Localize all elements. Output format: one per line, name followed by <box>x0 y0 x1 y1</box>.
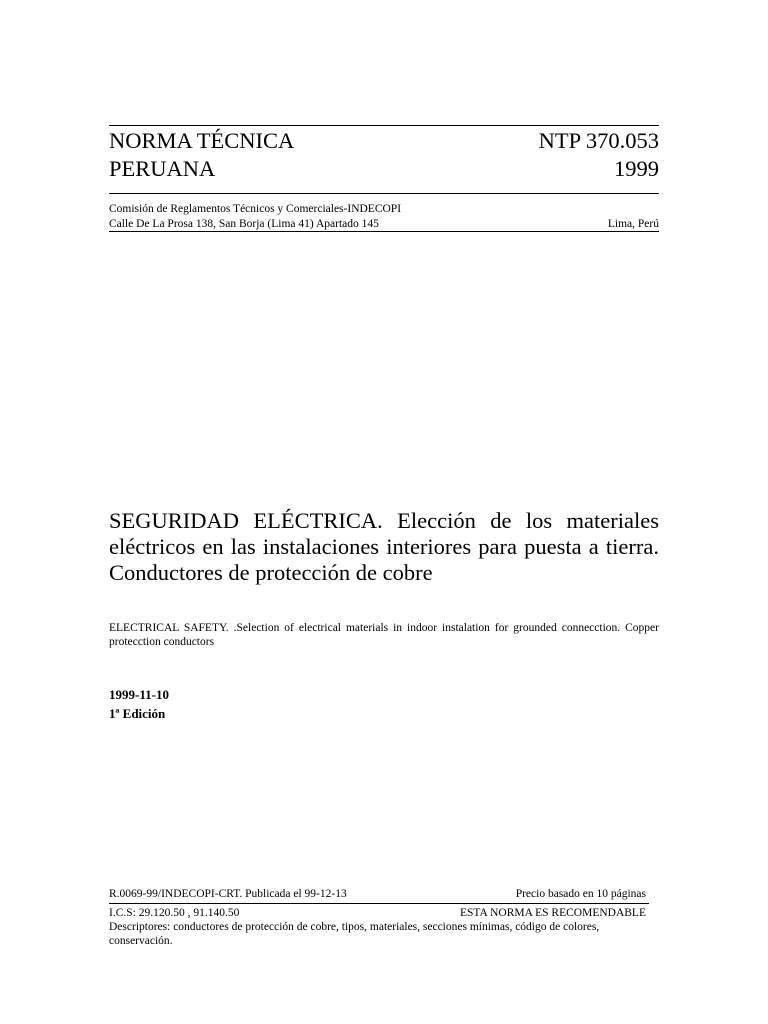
standard-title-line2: PERUANA <box>109 156 216 181</box>
ics-codes: I.C.S: 29.120.50 , 91.140.50 <box>109 907 240 919</box>
recommendation-note: ESTA NORMA ES RECOMENDABLE <box>460 907 646 919</box>
header-rule <box>109 193 659 194</box>
publication-date: 1999-11-10 <box>109 687 169 702</box>
footer-rule <box>109 903 649 904</box>
top-rule <box>109 125 659 126</box>
standard-code: NTP 370.053 <box>538 128 659 153</box>
address-rule <box>109 231 659 232</box>
descriptors: Descriptores: conductores de protección de cobre, tipos, materiales, secciones mínimas, código de colores, conservación. <box>109 921 600 947</box>
organization-name: Comisión de Reglamentos Técnicos y Comerciales-INDECOPI <box>109 203 402 215</box>
document-title-english: ELECTRICAL SAFETY. .Selection of electrical materials in indoor instalation for grounded connecction. Copper protecction conductors <box>109 622 659 648</box>
organization-city: Lima, Perú <box>607 218 659 230</box>
edition-label: 1ª Edición <box>109 706 166 721</box>
standard-title-line1: NORMA TÉCNICA <box>109 128 295 153</box>
price-note: Precio basado en 10 páginas <box>515 888 646 900</box>
document-title-spanish: SEGURIDAD ELÉCTRICA. Elección de los materiales eléctricos en las instalaciones interiores para puesta a tierra. Conductores de protección de cobre <box>109 508 659 585</box>
standard-year: 1999 <box>614 156 659 181</box>
resolution-note: R.0069-99/INDECOPI-CRT. Publicada el 99-12-13 <box>109 888 347 900</box>
organization-address: Calle De La Prosa 138, San Borja (Lima 41) Apartado 145 <box>109 218 379 230</box>
